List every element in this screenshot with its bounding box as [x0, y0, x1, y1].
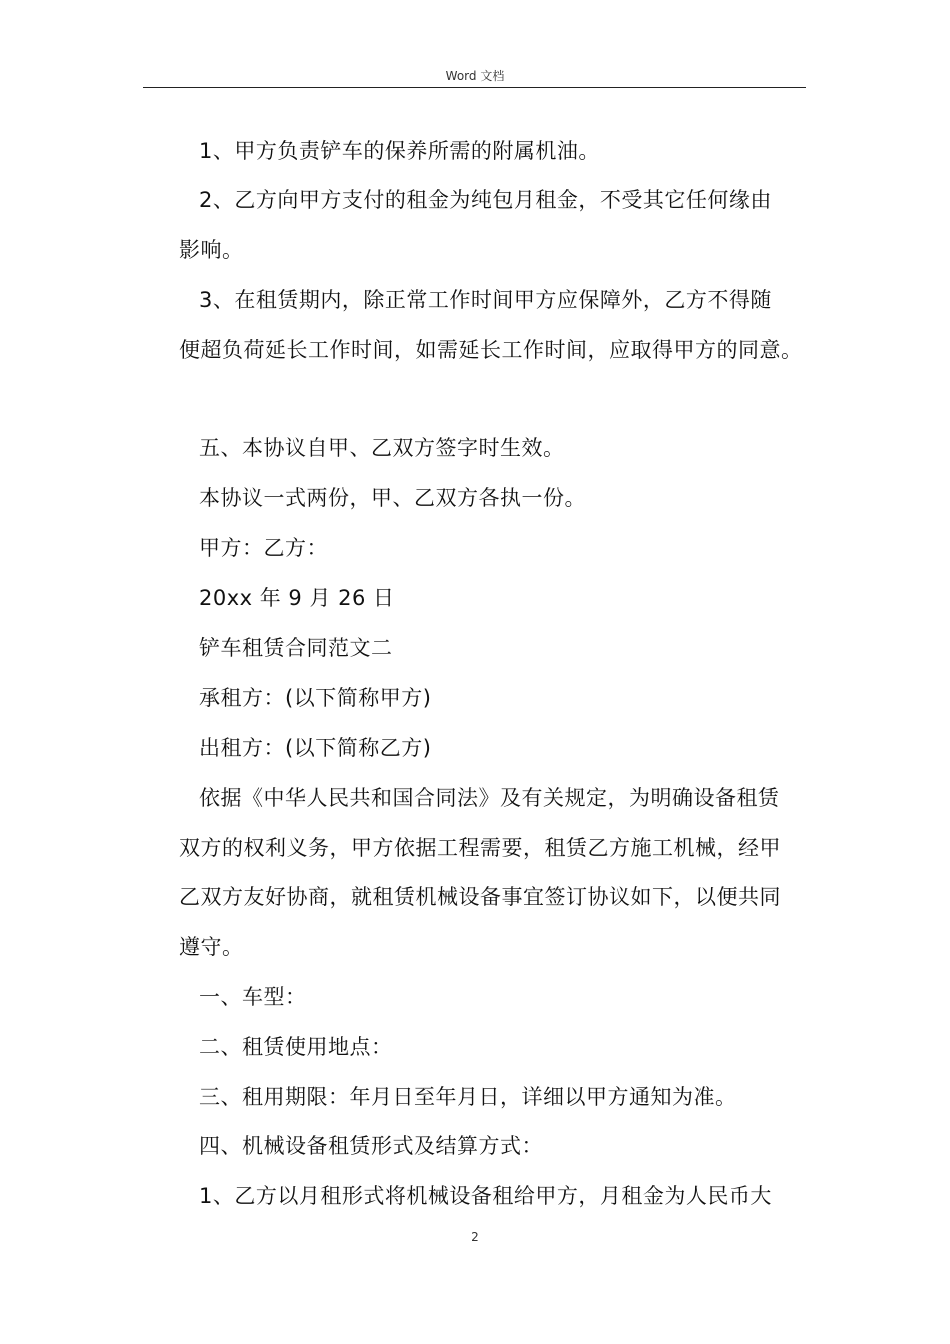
paragraph-line: 双方的权利义务，甲方依据工程需要，租赁乙方施工机械，经甲: [179, 836, 781, 860]
paragraph-line: 一、车型：: [199, 985, 307, 1009]
paragraph-line: 遵守。: [179, 935, 244, 959]
paragraph-line: 二、租赁使用地点：: [199, 1035, 393, 1059]
paragraph-line: 四、机械设备租赁形式及结算方式：: [199, 1134, 543, 1158]
paragraph-line: 五、本协议自甲、乙双方签字时生效。: [199, 436, 565, 460]
paragraph-line: 三、租用期限：年月日至年月日，详细以甲方通知为准。: [199, 1085, 737, 1109]
paragraph-line: 2、乙方向甲方支付的租金为纯包月租金，不受其它任何缘由: [199, 188, 772, 212]
section-title: 铲车租赁合同范文二: [199, 636, 393, 660]
paragraph-line: 1、乙方以月租形式将机械设备租给甲方，月租金为人民币大: [199, 1184, 772, 1208]
paragraph-line: 承租方：(以下简称甲方): [199, 686, 432, 710]
paragraph-line: 3、在租赁期内，除正常工作时间甲方应保障外，乙方不得随: [199, 288, 772, 312]
header-divider: [143, 87, 806, 88]
paragraph-line: 本协议一式两份，甲、乙双方各执一份。: [199, 486, 586, 510]
paragraph-line: 依据《中华人民共和国合同法》及有关规定，为明确设备租赁: [199, 786, 780, 810]
page-number: 2: [471, 1230, 479, 1244]
paragraph-line: 1、甲方负责铲车的保养所需的附属机油。: [199, 139, 600, 163]
header-title: Word 文档: [445, 69, 505, 83]
paragraph-line: 便超负荷延长工作时间，如需延长工作时间，应取得甲方的同意。: [179, 338, 803, 362]
signature-line: 甲方：乙方：: [199, 536, 328, 560]
date-line: 20xx 年 9 月 26 日: [199, 586, 395, 610]
paragraph-line: 乙双方友好协商，就租赁机械设备事宜签订协议如下，以便共同: [179, 885, 781, 909]
paragraph-line: 出租方：(以下简称乙方): [199, 736, 432, 760]
paragraph-line: 影响。: [179, 238, 244, 262]
